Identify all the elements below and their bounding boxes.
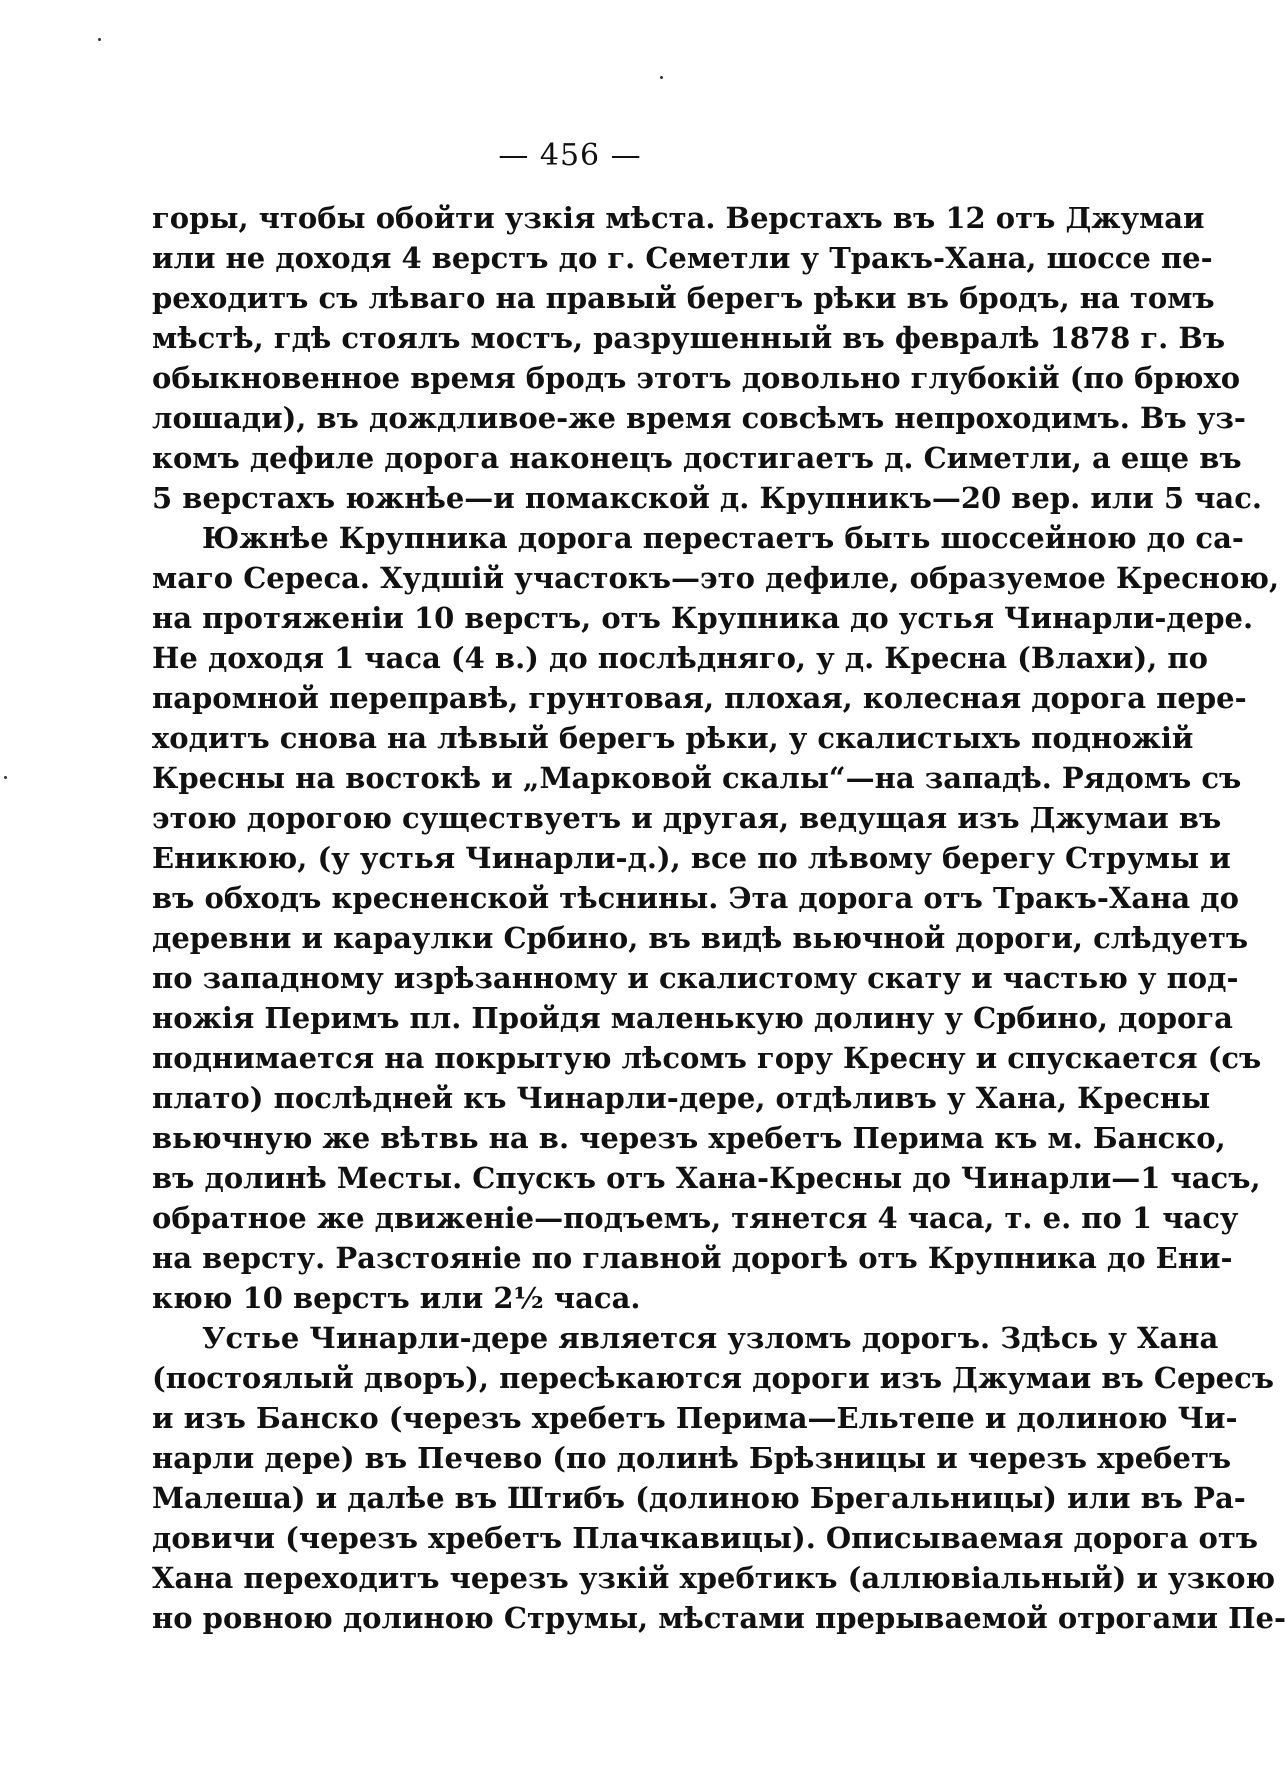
text-line: Не доходя 1 часа (4 в.) до послѣдняго, у д. Кресна (Влахи), по <box>152 641 1208 675</box>
text-line: паромной переправѣ, грунтовая, плохая, колесная дорога пере- <box>152 681 1247 715</box>
text-line: поднимается на покрытую лѣсомъ гору Кресну и спускается (съ <box>152 1041 1262 1075</box>
text-line: довичи (черезъ хребетъ Плачкавицы). Описываемая дорога отъ <box>152 1521 1259 1555</box>
text-line: реходитъ съ лѣваго на правый берегъ рѣки въ бродъ, на томъ <box>152 281 1215 315</box>
paragraph-start-line: Устье Чинарли-дере является узломъ дорогъ. Здѣсь у Хана <box>202 1321 1219 1355</box>
paragraph-end-line: кюю 10 верстъ или 2½ часа. <box>152 1281 641 1315</box>
text-line: Еникюю, (у устья Чинарли-д.), все по лѣвому берегу Струмы и <box>152 841 1231 875</box>
text-line: на версту. Разстояніе по главной дорогѣ отъ Крупника до Ени- <box>152 1241 1233 1275</box>
text-line: мѣстѣ, гдѣ стоялъ мостъ, разрушенный въ февралѣ 1878 г. Въ <box>152 321 1226 355</box>
text-line: ножія Перимъ пл. Пройдя маленькую долину у Србино, дорога <box>152 1001 1233 1035</box>
text-line: въ обходъ кресненской тѣснины. Эта дорога отъ Тракъ-Хана до <box>152 881 1239 915</box>
text-line: на протяженіи 10 верстъ, отъ Крупника до устья Чинарли-дере. <box>152 601 1254 635</box>
text-line: (постоялый дворъ), пересѣкаются дороги изъ Джумаи въ Сересъ <box>152 1361 1275 1395</box>
paragraph-start-line: Южнѣе Крупника дорога перестаетъ быть шоссейною до са- <box>202 521 1244 555</box>
text-line: или не доходя 4 верстъ до г. Семетли у Тракъ-Хана, шоссе пе- <box>152 241 1213 275</box>
text-line: 5 верстахъ южнѣе—и помакской д. Крупникъ—20 вер. или 5 час. <box>152 481 1262 515</box>
text-line: комъ дефиле дорога наконецъ достигаетъ д. Симетли, а еще въ <box>152 441 1242 475</box>
text-line: обратное же движеніе—подъемъ, тянется 4 часа, т. е. по 1 часу <box>152 1201 1239 1235</box>
text-line: плато) послѣдней къ Чинарли-дере, отдѣливъ у Хана, Кресны <box>152 1081 1211 1115</box>
body-text <box>152 198 1286 1638</box>
scan-speck <box>98 38 101 41</box>
text-line: ходитъ снова на лѣвый берегъ рѣки, у скалистыхъ подножій <box>152 721 1194 755</box>
text-line: Кресны на востокѣ и „Марковой скалы“—на западѣ. Рядомъ съ <box>152 761 1242 795</box>
text-line: въ долинѣ Месты. Спускъ отъ Хана-Кресны до Чинарли—1 часъ, <box>152 1161 1261 1195</box>
text-line: горы, чтобы обойти узкія мѣста. Верстахъ въ 12 отъ Джумаи <box>152 201 1205 235</box>
scan-speck <box>660 76 663 79</box>
text-line: по западному изрѣзанному и скалистому скату и частью у под- <box>152 961 1239 995</box>
scan-speck <box>4 776 7 779</box>
page-number: — 456 — <box>498 138 642 173</box>
text-line: Хана переходитъ черезъ узкій хребтикъ (аллювіальный) и узкою <box>152 1561 1276 1595</box>
text-line: этою дорогою существуетъ и другая, ведущая изъ Джумаи въ <box>152 801 1222 835</box>
text-line: но ровною долиною Струмы, мѣстами прерываемой отрогами Пе- <box>152 1601 1286 1635</box>
text-line: Малеша) и далѣе въ Штибъ (долиною Брегальницы) или въ Ра- <box>152 1481 1246 1515</box>
text-line: обыкновенное время бродъ этотъ довольно глубокій (по брюхо <box>152 361 1241 395</box>
text-line: деревни и караулки Србино, въ видѣ вьючной дороги, слѣдуетъ <box>152 921 1249 955</box>
text-line: и изъ Банско (черезъ хребетъ Перима—Ельтепе и долиною Чи- <box>152 1401 1238 1435</box>
text-line: нарли дере) въ Печево (по долинѣ Брѣзницы и черезъ хребетъ <box>152 1441 1232 1475</box>
text-line: маго Сереса. Худшій участокъ—это дефиле, образуемое Кресною, <box>152 561 1280 595</box>
text-line: лошади), въ дождливое-же время совсѣмъ непроходимъ. Въ уз- <box>152 401 1246 435</box>
text-line: вьючную же вѣтвь на в. черезъ хребетъ Перима къ м. Банско, <box>152 1121 1226 1155</box>
